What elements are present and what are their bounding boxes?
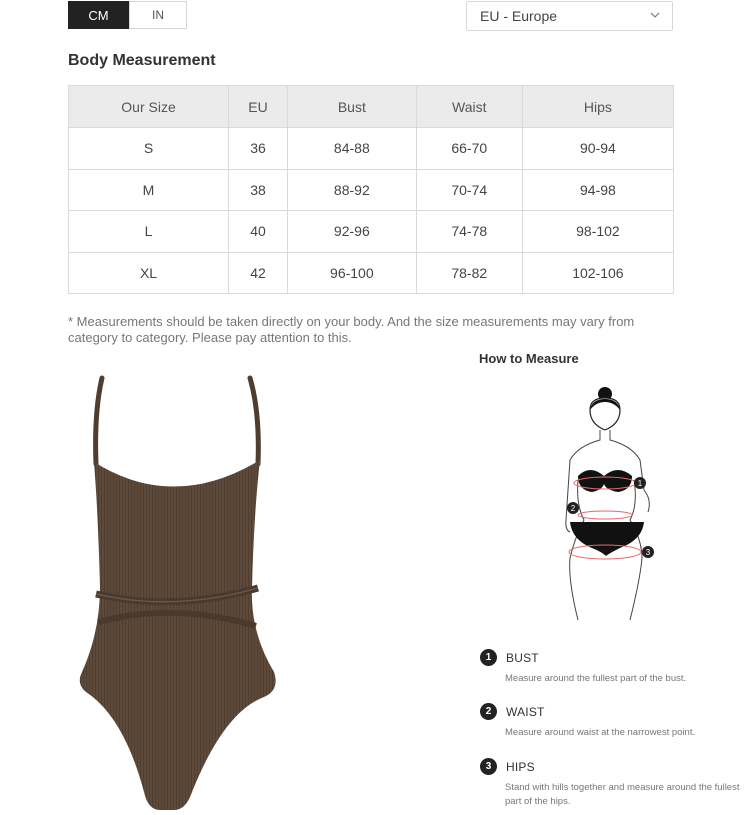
table-cell: 102-106	[522, 252, 673, 294]
region-select-value: EU - Europe	[480, 8, 558, 24]
table-cell: 38	[229, 169, 288, 211]
table-header-row	[69, 86, 674, 128]
product-image	[74, 372, 284, 812]
table-cell: 96-100	[288, 252, 417, 294]
table-row	[69, 252, 674, 294]
col-header-waist: Waist	[416, 86, 522, 128]
legend-item-waist	[480, 703, 745, 740]
table-cell: 78-82	[416, 252, 522, 294]
table-cell: 92-96	[288, 211, 417, 253]
table-cell: 94-98	[522, 169, 673, 211]
number-badge-icon: 1	[480, 649, 497, 666]
unit-in-button[interactable]: IN	[129, 1, 187, 29]
legend-label: WAIST	[506, 704, 545, 719]
legend-item-bust	[480, 649, 745, 686]
legend-description: Measure around the fullest part of the bust.	[505, 673, 687, 684]
table-cell: M	[69, 169, 229, 211]
table-cell: 88-92	[288, 169, 417, 211]
col-header-size: Our Size	[69, 86, 229, 128]
table-cell: 90-94	[522, 128, 673, 170]
table-row	[69, 128, 674, 170]
table-cell: 66-70	[416, 128, 522, 170]
number-badge-icon: 3	[480, 758, 497, 775]
svg-text:3: 3	[645, 548, 651, 557]
table-cell: 70-74	[416, 169, 522, 211]
table-cell: XL	[69, 252, 229, 294]
size-table	[68, 85, 674, 294]
unit-toggle	[68, 1, 187, 29]
legend-description: Measure around waist at the narrowest point.	[505, 727, 696, 738]
table-cell: S	[69, 128, 229, 170]
legend-label: HIPS	[506, 759, 535, 774]
how-to-measure-title: How to Measure	[479, 351, 579, 366]
number-badge-icon: 2	[480, 703, 497, 720]
table-row	[69, 211, 674, 253]
region-select[interactable]	[466, 1, 673, 31]
col-header-hips: Hips	[522, 86, 673, 128]
table-cell: 98-102	[522, 211, 673, 253]
section-title: Body Measurement	[68, 52, 216, 69]
table-cell: 40	[229, 211, 288, 253]
svg-text:1: 1	[637, 479, 643, 488]
body-figure-illustration	[548, 380, 668, 635]
legend-item-hips	[480, 758, 745, 809]
unit-cm-button[interactable]: CM	[68, 1, 129, 29]
col-header-bust: Bust	[288, 86, 417, 128]
table-cell: L	[69, 211, 229, 253]
chevron-down-icon	[650, 10, 660, 20]
table-cell: 42	[229, 252, 288, 294]
table-cell: 84-88	[288, 128, 417, 170]
legend-description: Stand with hills together and measure around the fullest part of the hips.	[505, 782, 740, 807]
svg-text:2: 2	[570, 504, 576, 513]
legend-label: BUST	[506, 650, 539, 665]
col-header-eu: EU	[229, 86, 288, 128]
measurement-note: * Measurements should be taken directly on your body. And the size measurements may vary from category to category. Please pay attention to this.	[68, 314, 635, 345]
table-cell: 36	[229, 128, 288, 170]
table-row	[69, 169, 674, 211]
table-cell: 74-78	[416, 211, 522, 253]
